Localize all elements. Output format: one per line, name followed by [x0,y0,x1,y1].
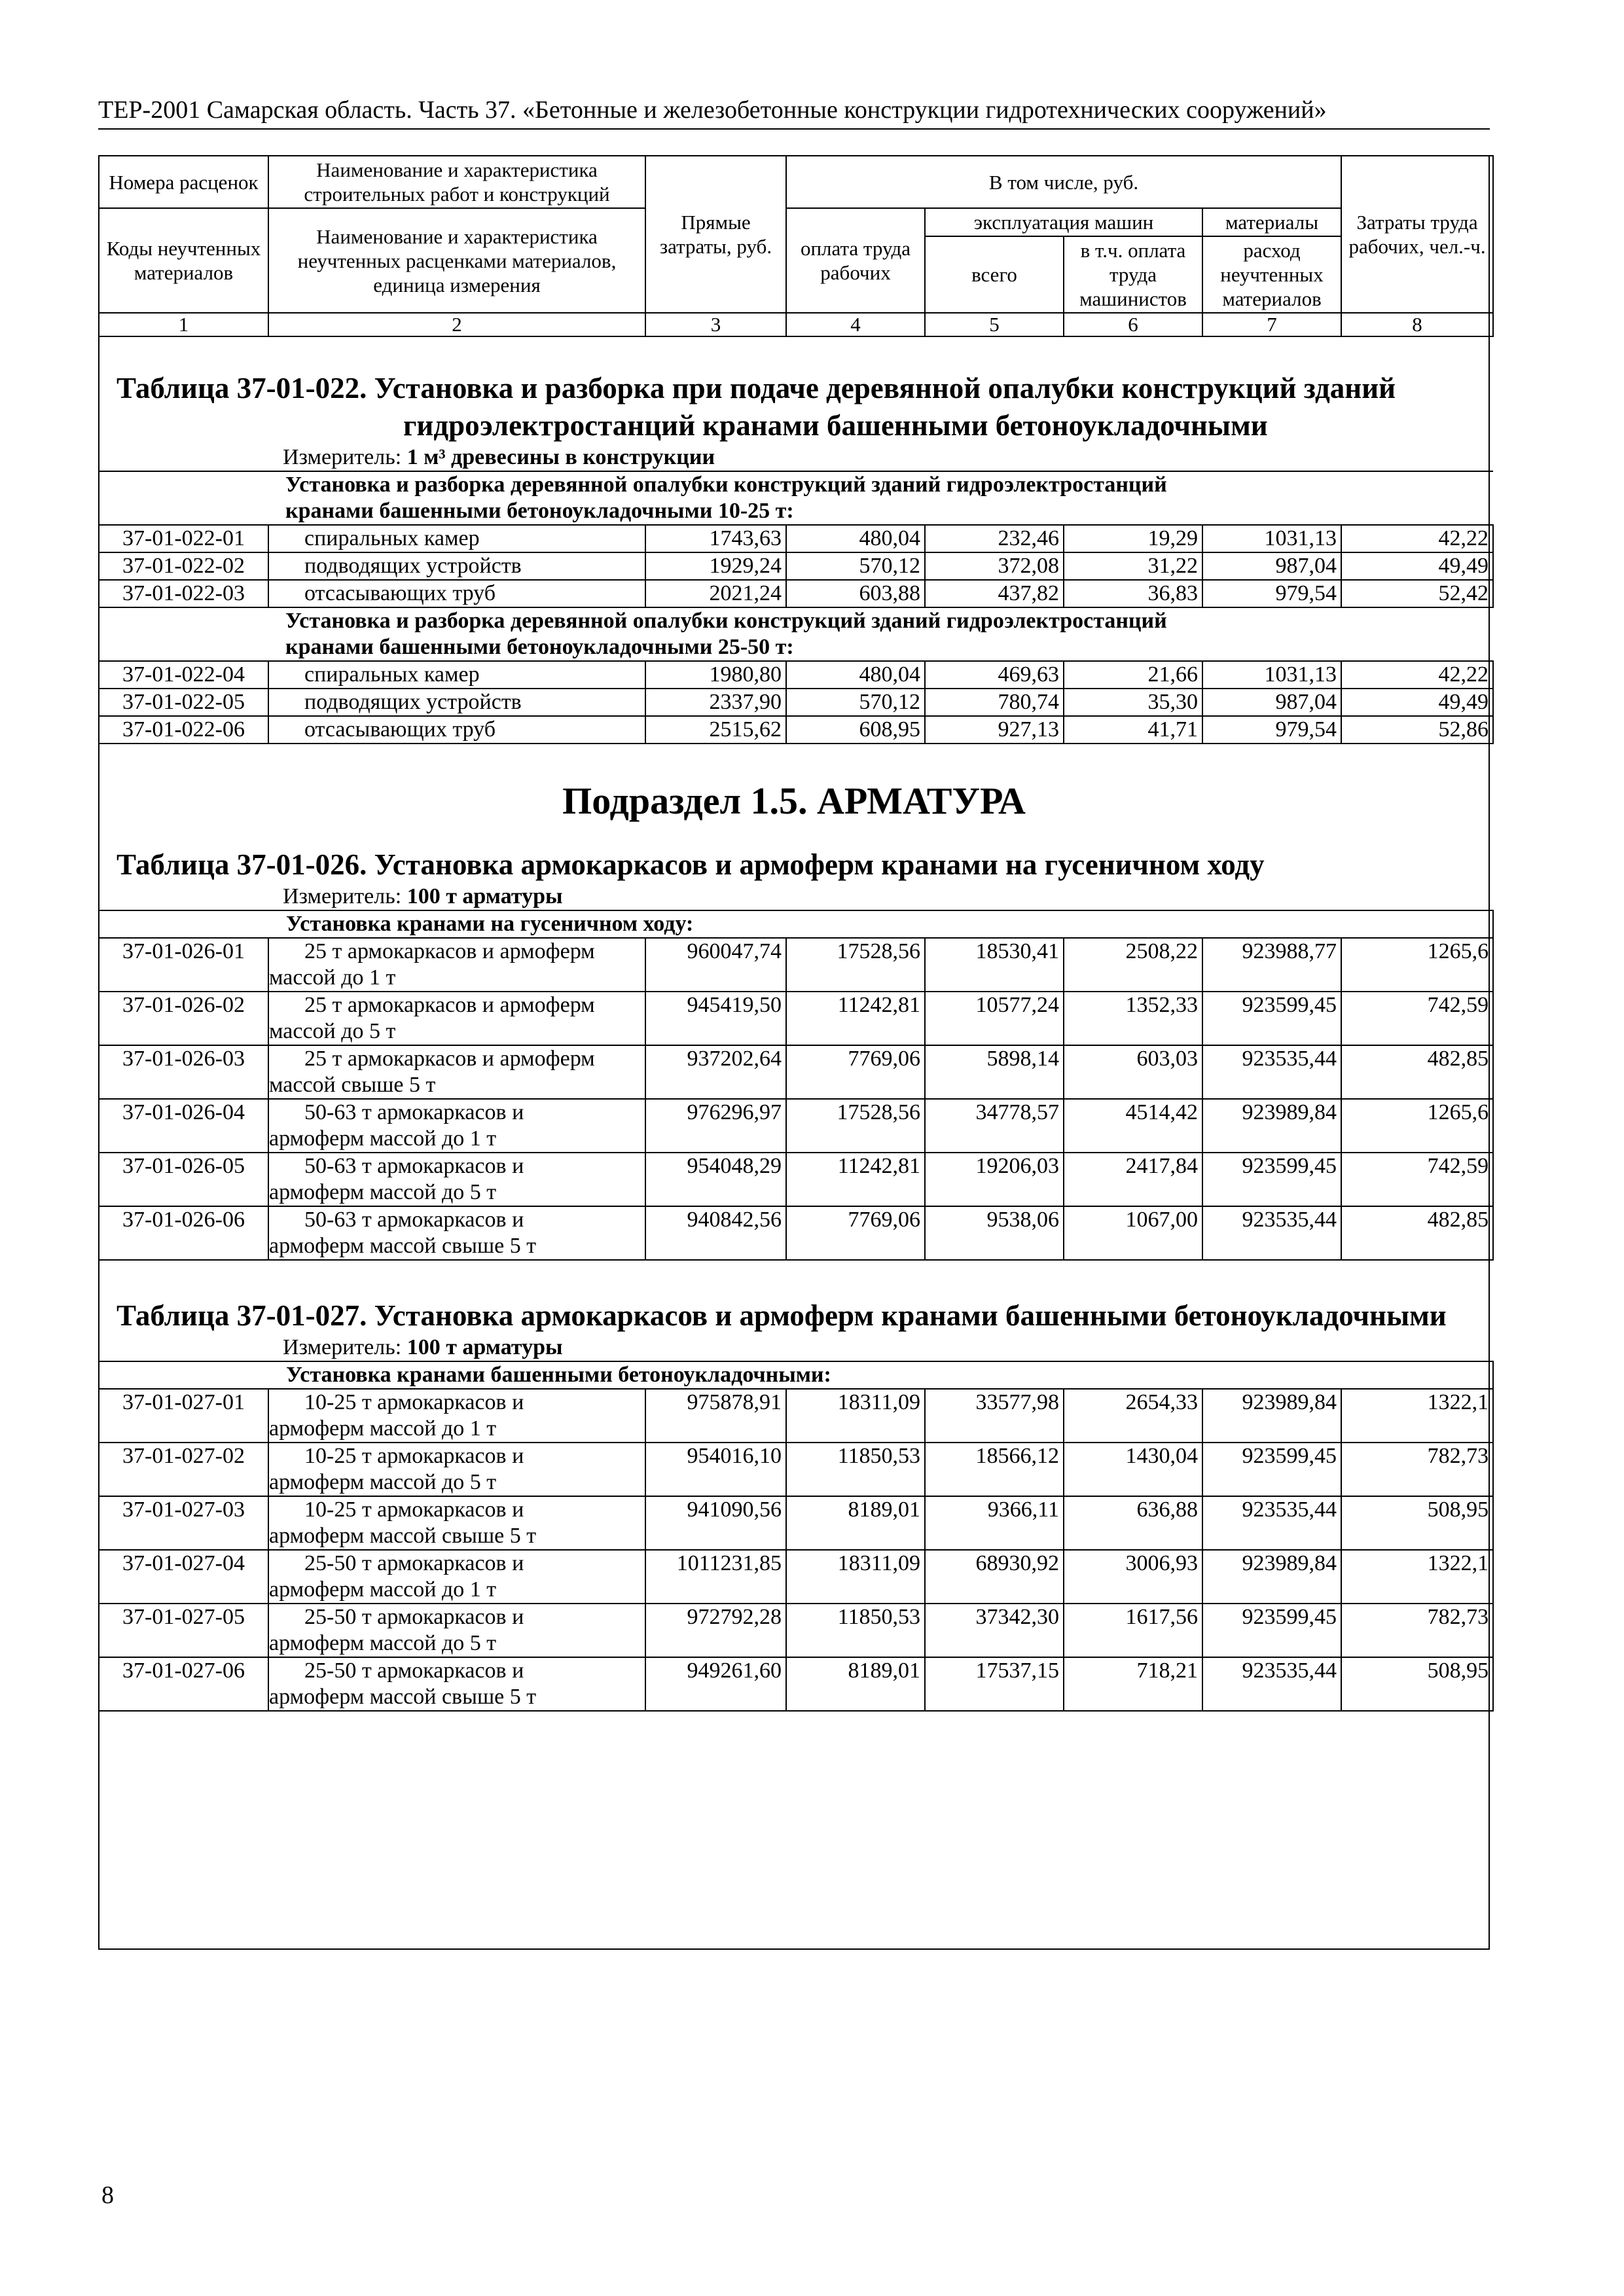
header-col8: Затраты труда рабочих, чел.-ч. [1341,156,1493,313]
value-cell-c3: 976296,97 [645,1099,786,1153]
rate-name-line-2: армоферм массой до 1 т [269,1416,497,1441]
value-cell-c6: 2417,84 [1064,1153,1202,1206]
rate-name [268,525,645,552]
value-cell-c5: 232,46 [925,525,1064,552]
value-cell-c3: 2021,24 [645,580,786,607]
value-cell-c4: 7769,06 [786,1045,925,1099]
value-cell-c5: 9538,06 [925,1206,1064,1260]
value-cell-c8: 52,42 [1341,580,1493,607]
value-cell-c7: 987,04 [1202,552,1341,580]
value-cell-c4: 608,95 [786,716,925,744]
value-cell-c6: 1352,33 [1064,992,1202,1045]
value-cell-c6: 2508,22 [1064,938,1202,992]
table-027-group: Установка кранами башенными бетоноукладочными: [99,1361,1493,1389]
value-cell-c4: 7769,06 [786,1206,925,1260]
value-cell-c7: 923989,84 [1202,1550,1341,1604]
rate-code: 37-01-022-03 [99,580,268,607]
rate-name-line-1: 25 т армокаркасов и армоферм [304,1047,595,1071]
value-cell-c8: 742,59 [1341,1153,1493,1206]
rate-name-line-1: 25-50 т армокаркасов и [304,1551,524,1575]
table-row [99,1657,1493,1711]
value-cell-c6: 21,66 [1064,661,1202,689]
value-cell-c5: 68930,92 [925,1550,1064,1604]
rate-code: 37-01-022-05 [99,689,268,716]
value-cell-c8: 508,95 [1341,1496,1493,1550]
rate-name [268,661,645,689]
value-cell-c6: 4514,42 [1064,1099,1202,1153]
value-cell-c8: 42,22 [1341,525,1493,552]
value-cell-c4: 480,04 [786,525,925,552]
value-cell-c3: 1743,63 [645,525,786,552]
col-number: 7 [1202,313,1341,336]
rate-name-line-2: армоферм массой до 1 т [269,1577,497,1602]
value-cell-c5: 5898,14 [925,1045,1064,1099]
value-cell-c7: 923989,84 [1202,1389,1341,1443]
value-cell-c6: 718,21 [1064,1657,1202,1711]
rate-code: 37-01-022-01 [99,525,268,552]
rate-name [268,552,645,580]
value-cell-c3: 2337,90 [645,689,786,716]
value-cell-c7: 923599,45 [1202,1604,1341,1657]
header-machines: эксплуатация машин [925,208,1202,236]
value-cell-c3: 937202,64 [645,1045,786,1099]
rate-name-line-1: 50-63 т армокаркасов и [304,1208,524,1232]
rate-code: 37-01-022-02 [99,552,268,580]
value-cell-c3: 940842,56 [645,1206,786,1260]
value-cell-c4: 11850,53 [786,1604,925,1657]
rate-name-line-2: армоферм массой до 5 т [269,1470,497,1494]
header-col7: расход неучтенных материалов [1202,236,1341,313]
value-cell-c4: 603,88 [786,580,925,607]
value-cell-c3: 2515,62 [645,716,786,744]
table-row [99,1153,1493,1206]
rate-code: 37-01-027-05 [99,1604,268,1657]
value-cell-c6: 2654,33 [1064,1389,1202,1443]
value-cell-c3: 972792,28 [645,1604,786,1657]
value-cell-c7: 923535,44 [1202,1045,1341,1099]
rate-name [268,689,645,716]
header-materials: материалы [1202,208,1341,236]
rate-name [268,938,645,992]
rate-name [268,1389,645,1443]
value-cell-c4: 480,04 [786,661,925,689]
col-number: 8 [1341,313,1493,336]
rate-name-text: подводящих устройств [304,554,522,578]
rate-code: 37-01-026-04 [99,1099,268,1153]
value-cell-c7: 1031,13 [1202,525,1341,552]
value-cell-c7: 923988,77 [1202,938,1341,992]
table-row [99,580,1493,607]
rate-name-line-1: 10-25 т армокаркасов и [304,1390,524,1414]
value-cell-c4: 570,12 [786,689,925,716]
table-row [99,1604,1493,1657]
table-022 [98,471,1494,744]
table-row [99,661,1493,689]
value-cell-c4: 18311,09 [786,1389,925,1443]
table-row [99,689,1493,716]
rate-name-line-2: массой до 1 т [269,965,396,990]
page-number: 8 [101,2181,114,2209]
rate-code: 37-01-027-04 [99,1550,268,1604]
value-cell-c5: 18566,12 [925,1443,1064,1496]
rate-name [268,1206,645,1260]
value-cell-c3: 975878,91 [645,1389,786,1443]
value-cell-c7: 979,54 [1202,580,1341,607]
value-cell-c4: 11242,81 [786,992,925,1045]
value-cell-c7: 979,54 [1202,716,1341,744]
main-frame [98,155,1490,1950]
rate-name [268,1496,645,1550]
value-cell-c5: 17537,15 [925,1657,1064,1711]
col-number: 6 [1064,313,1202,336]
value-cell-c6: 35,30 [1064,689,1202,716]
table-row [99,552,1493,580]
table-row [99,1443,1493,1496]
rate-code: 37-01-026-06 [99,1206,268,1260]
table-022-group-1: Установка и разборка деревянной опалубки конструкций зданий гидроэлектростанций кранами башенными бетоноукладочными 10-25 т: [99,471,1324,525]
table-row [99,1206,1493,1260]
value-cell-c8: 782,73 [1341,1604,1493,1657]
column-header-table [98,155,1494,337]
value-cell-c6: 1617,56 [1064,1604,1202,1657]
value-cell-c8: 482,85 [1341,1045,1493,1099]
value-cell-c6: 31,22 [1064,552,1202,580]
rate-code: 37-01-022-06 [99,716,268,744]
table-022-title: Таблица 37-01-022. Установка и разборка при подаче деревянной опалубки конструкций зданий гидроэлектростанций кранами башенными бетоноукладочными [117,372,1396,442]
value-cell-c6: 3006,93 [1064,1550,1202,1604]
table-row [99,992,1493,1045]
table-022-group-2: Установка и разборка деревянной опалубки конструкций зданий гидроэлектростанций кранами башенными бетоноукладочными 25-50 т: [99,607,1324,661]
value-cell-c7: 923599,45 [1202,992,1341,1045]
header-col3: Прямые затраты, руб. [645,156,786,313]
value-cell-c8: 482,85 [1341,1206,1493,1260]
header-col1-top: Номера расценок [99,156,268,208]
rate-name-line-1: 25 т армокаркасов и армоферм [304,939,595,963]
rate-code: 37-01-027-03 [99,1496,268,1550]
value-cell-c8: 52,86 [1341,716,1493,744]
rate-name-line-1: 50-63 т армокаркасов и [304,1154,524,1178]
table-026-group: Установка кранами на гусеничном ходу: [99,910,1493,938]
col-number: 5 [925,313,1064,336]
rate-code: 37-01-027-01 [99,1389,268,1443]
rate-code: 37-01-026-01 [99,938,268,992]
table-026-title: Таблица 37-01-026. Установка армокаркасов и армоферм кранами на гусеничном ходу [117,848,1265,881]
value-cell-c5: 437,82 [925,580,1064,607]
rate-name [268,716,645,744]
value-cell-c7: 923599,45 [1202,1153,1341,1206]
value-cell-c7: 923599,45 [1202,1443,1341,1496]
rate-name-line-2: армоферм массой до 5 т [269,1180,497,1204]
value-cell-c7: 987,04 [1202,689,1341,716]
table-027-title: Таблица 37-01-027. Установка армокаркасов и армоферм кранами башенными бетоноукладочными [117,1299,1447,1332]
table-row [99,938,1493,992]
value-cell-c8: 742,59 [1341,992,1493,1045]
table-row [99,1099,1493,1153]
value-cell-c8: 49,49 [1341,689,1493,716]
value-cell-c5: 34778,57 [925,1099,1064,1153]
value-cell-c6: 41,71 [1064,716,1202,744]
rate-name-line-2: армоферм массой до 5 т [269,1631,497,1655]
rate-code: 37-01-027-02 [99,1443,268,1496]
value-cell-c6: 603,03 [1064,1045,1202,1099]
header-incl: В том числе, руб. [786,156,1341,208]
value-cell-c8: 49,49 [1341,552,1493,580]
value-cell-c7: 923535,44 [1202,1496,1341,1550]
rate-name-text: подводящих устройств [304,690,522,714]
rate-name [268,1099,645,1153]
rate-name-line-1: 25 т армокаркасов и армоферм [304,993,595,1017]
value-cell-c5: 469,63 [925,661,1064,689]
table-022-meter: Измеритель: 1 м³ древесины в конструкции [283,445,715,469]
value-cell-c3: 941090,56 [645,1496,786,1550]
col-number: 4 [786,313,925,336]
rate-name [268,1550,645,1604]
value-cell-c6: 36,83 [1064,580,1202,607]
rate-name-text: отсасывающих труб [304,581,496,605]
value-cell-c5: 10577,24 [925,992,1064,1045]
table-row [99,716,1493,744]
rate-name [268,1045,645,1099]
value-cell-c3: 949261,60 [645,1657,786,1711]
value-cell-c5: 18530,41 [925,938,1064,992]
subsection-title: Подраздел 1.5. АРМАТУРА [562,780,1026,822]
header-col5: всего [925,236,1064,313]
value-cell-c5: 33577,98 [925,1389,1064,1443]
rate-name [268,580,645,607]
rate-code: 37-01-026-02 [99,992,268,1045]
table-row [99,1045,1493,1099]
value-cell-c4: 17528,56 [786,1099,925,1153]
rate-name-line-1: 25-50 т армокаркасов и [304,1659,524,1683]
rate-name-line-1: 10-25 т армокаркасов и [304,1498,524,1522]
rate-name [268,992,645,1045]
rate-code: 37-01-026-05 [99,1153,268,1206]
value-cell-c4: 11850,53 [786,1443,925,1496]
header-col2-top: Наименование и характеристика строительных работ и конструкций [268,156,645,208]
rate-name [268,1604,645,1657]
header-col4: оплата труда рабочих [786,208,925,313]
rate-name-line-2: армоферм массой свыше 5 т [269,1524,537,1548]
rate-name-text: спиральных камер [304,662,480,687]
header-col2-bottom: Наименование и характеристика неучтенных расценками материалов, единица измерения [268,208,645,313]
rate-name-line-2: армоферм массой свыше 5 т [269,1685,537,1709]
rate-code: 37-01-027-06 [99,1657,268,1711]
value-cell-c3: 1929,24 [645,552,786,580]
value-cell-c8: 42,22 [1341,661,1493,689]
value-cell-c5: 780,74 [925,689,1064,716]
value-cell-c5: 37342,30 [925,1604,1064,1657]
rate-name [268,1443,645,1496]
rate-name-text: спиральных камер [304,526,480,550]
rate-name-line-2: армоферм массой до 1 т [269,1126,497,1151]
value-cell-c8: 1265,6 [1341,1099,1493,1153]
table-row [99,1496,1493,1550]
value-cell-c7: 1031,13 [1202,661,1341,689]
value-cell-c8: 1265,6 [1341,938,1493,992]
value-cell-c6: 19,29 [1064,525,1202,552]
value-cell-c5: 9366,11 [925,1496,1064,1550]
table-026 [98,910,1494,1261]
rate-code: 37-01-022-04 [99,661,268,689]
rate-name-text: отсасывающих труб [304,717,496,742]
value-cell-c4: 18311,09 [786,1550,925,1604]
col-number: 2 [268,313,645,336]
header-col1-bottom: Коды неучтенных материалов [99,208,268,313]
value-cell-c3: 1980,80 [645,661,786,689]
rate-name-line-2: массой до 5 т [269,1019,396,1043]
rate-name-line-2: армоферм массой свыше 5 т [269,1234,537,1258]
value-cell-c8: 508,95 [1341,1657,1493,1711]
value-cell-c3: 945419,50 [645,992,786,1045]
value-cell-c3: 1011231,85 [645,1550,786,1604]
rate-name-line-1: 25-50 т армокаркасов и [304,1605,524,1629]
table-row [99,1550,1493,1604]
header-col6: в т.ч. оплата труда машинистов [1064,236,1202,313]
value-cell-c6: 636,88 [1064,1496,1202,1550]
table-027-meter: Измеритель: 100 т арматуры [283,1335,563,1359]
value-cell-c4: 11242,81 [786,1153,925,1206]
value-cell-c3: 954048,29 [645,1153,786,1206]
value-cell-c4: 8189,01 [786,1657,925,1711]
rate-name [268,1657,645,1711]
value-cell-c8: 1322,1 [1341,1550,1493,1604]
value-cell-c5: 372,08 [925,552,1064,580]
value-cell-c3: 954016,10 [645,1443,786,1496]
value-cell-c4: 17528,56 [786,938,925,992]
value-cell-c4: 8189,01 [786,1496,925,1550]
table-026-meter: Измеритель: 100 т арматуры [283,884,563,908]
table-027 [98,1361,1494,1712]
rate-name-line-2: массой свыше 5 т [269,1073,436,1097]
value-cell-c8: 782,73 [1341,1443,1493,1496]
rate-code: 37-01-026-03 [99,1045,268,1099]
table-row [99,1389,1493,1443]
page-header: ТЕР-2001 Самарская область. Часть 37. «Бетонные и железобетонные конструкции гидротехнических сооружений» [98,96,1490,130]
value-cell-c6: 1430,04 [1064,1443,1202,1496]
value-cell-c6: 1067,00 [1064,1206,1202,1260]
value-cell-c4: 570,12 [786,552,925,580]
value-cell-c5: 927,13 [925,716,1064,744]
table-row [99,525,1493,552]
col-number: 3 [645,313,786,336]
value-cell-c7: 923535,44 [1202,1206,1341,1260]
value-cell-c8: 1322,1 [1341,1389,1493,1443]
value-cell-c3: 960047,74 [645,938,786,992]
value-cell-c7: 923535,44 [1202,1657,1341,1711]
rate-name-line-1: 50-63 т армокаркасов и [304,1100,524,1124]
value-cell-c7: 923989,84 [1202,1099,1341,1153]
rate-name-line-1: 10-25 т армокаркасов и [304,1444,524,1468]
col-number: 1 [99,313,268,336]
rate-name [268,1153,645,1206]
value-cell-c5: 19206,03 [925,1153,1064,1206]
